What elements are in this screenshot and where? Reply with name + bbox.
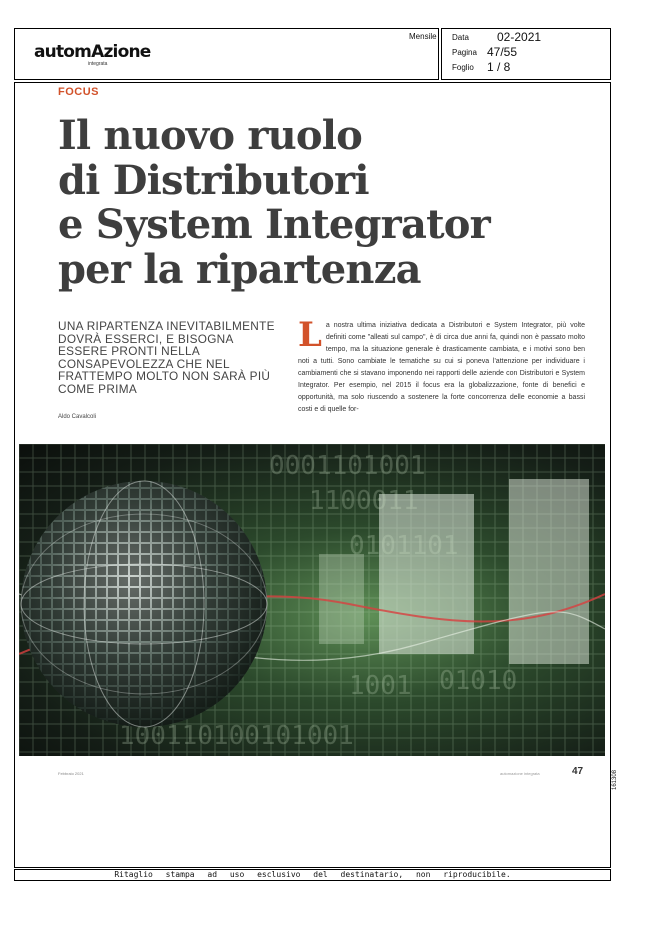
meta-label-sheet: Foglio <box>452 63 474 72</box>
svg-text:0001101001: 0001101001 <box>269 451 426 481</box>
article-title <box>58 114 578 292</box>
svg-text:1001: 1001 <box>349 671 412 701</box>
footer-magazine: automazione integrata <box>500 771 540 776</box>
meta-value-page: 47/55 <box>487 45 518 59</box>
frequency-label: Mensile <box>409 32 437 41</box>
meta-value-sheet: 1 / 8 <box>487 60 511 74</box>
svg-text:01010: 01010 <box>439 666 518 696</box>
article-body <box>298 315 585 416</box>
article-lead: UNA RIPARTENZA INEVITABILMENTE DOVRÀ ESSERCI, E BISOGNA ESSERE PRONTI NELLA CONSAPEVOLEZZA CHE NEL FRATTEMPO MOLTO NON SARÀ PIÙ COME PRIMA <box>58 319 275 396</box>
page-number: 47 <box>572 766 584 777</box>
title-line: per la ripartenza <box>58 245 421 293</box>
meta-value-date: 02-2021 <box>497 30 542 44</box>
svg-text:100110100101001: 100110100101001 <box>119 721 354 751</box>
magazine-logo-subtitle: integrata <box>88 61 108 67</box>
svg-text:1100011: 1100011 <box>309 486 419 516</box>
hero-image <box>19 444 605 756</box>
footer-issue: Febbraio 2021 <box>58 771 84 776</box>
meta-label-date: Data <box>452 33 469 42</box>
article-body-text: a nostra ultima iniziativa dedicata a Distributori e System Integrator, più volte definiti come "alleati sul campo", è di circa due anni fa, quindi non è passato molto tempo, ma la situazione generale è drasticamente cambiata, e i motivi sono ben noti a tutti. Sono cambiate le tematiche su cui si poneva l'attenzione per individuare i cambiamenti che si stavano imponendo nei rapporti delle aziende con Distributori e System Integrator. Per esempio, nel 2015 il focus era la globalizzazione, fonte di benefici e opportunità, ma solo riuscendo a sostenere la forte concorrenza delle economie a bassi costi e di quelle for- <box>298 322 585 413</box>
globe-network-illustration <box>19 444 605 756</box>
disclaimer-bar: Ritaglio stampa ad uso esclusivo del destinatario, non riproducibile. <box>14 869 611 881</box>
title-line: di Distributori <box>58 156 369 204</box>
svg-text:0101101: 0101101 <box>349 531 459 561</box>
article-author: Aldo Cavalcoli <box>58 414 97 420</box>
title-line: e System Integrator <box>58 201 490 248</box>
drop-cap: L <box>298 315 322 355</box>
side-code: 161308 <box>612 769 618 790</box>
section-label: FOCUS <box>58 86 99 98</box>
magazine-logo: automAzione <box>34 42 151 62</box>
title-line: Il nuovo ruolo <box>58 112 363 159</box>
meta-label-page: Pagina <box>452 48 477 57</box>
